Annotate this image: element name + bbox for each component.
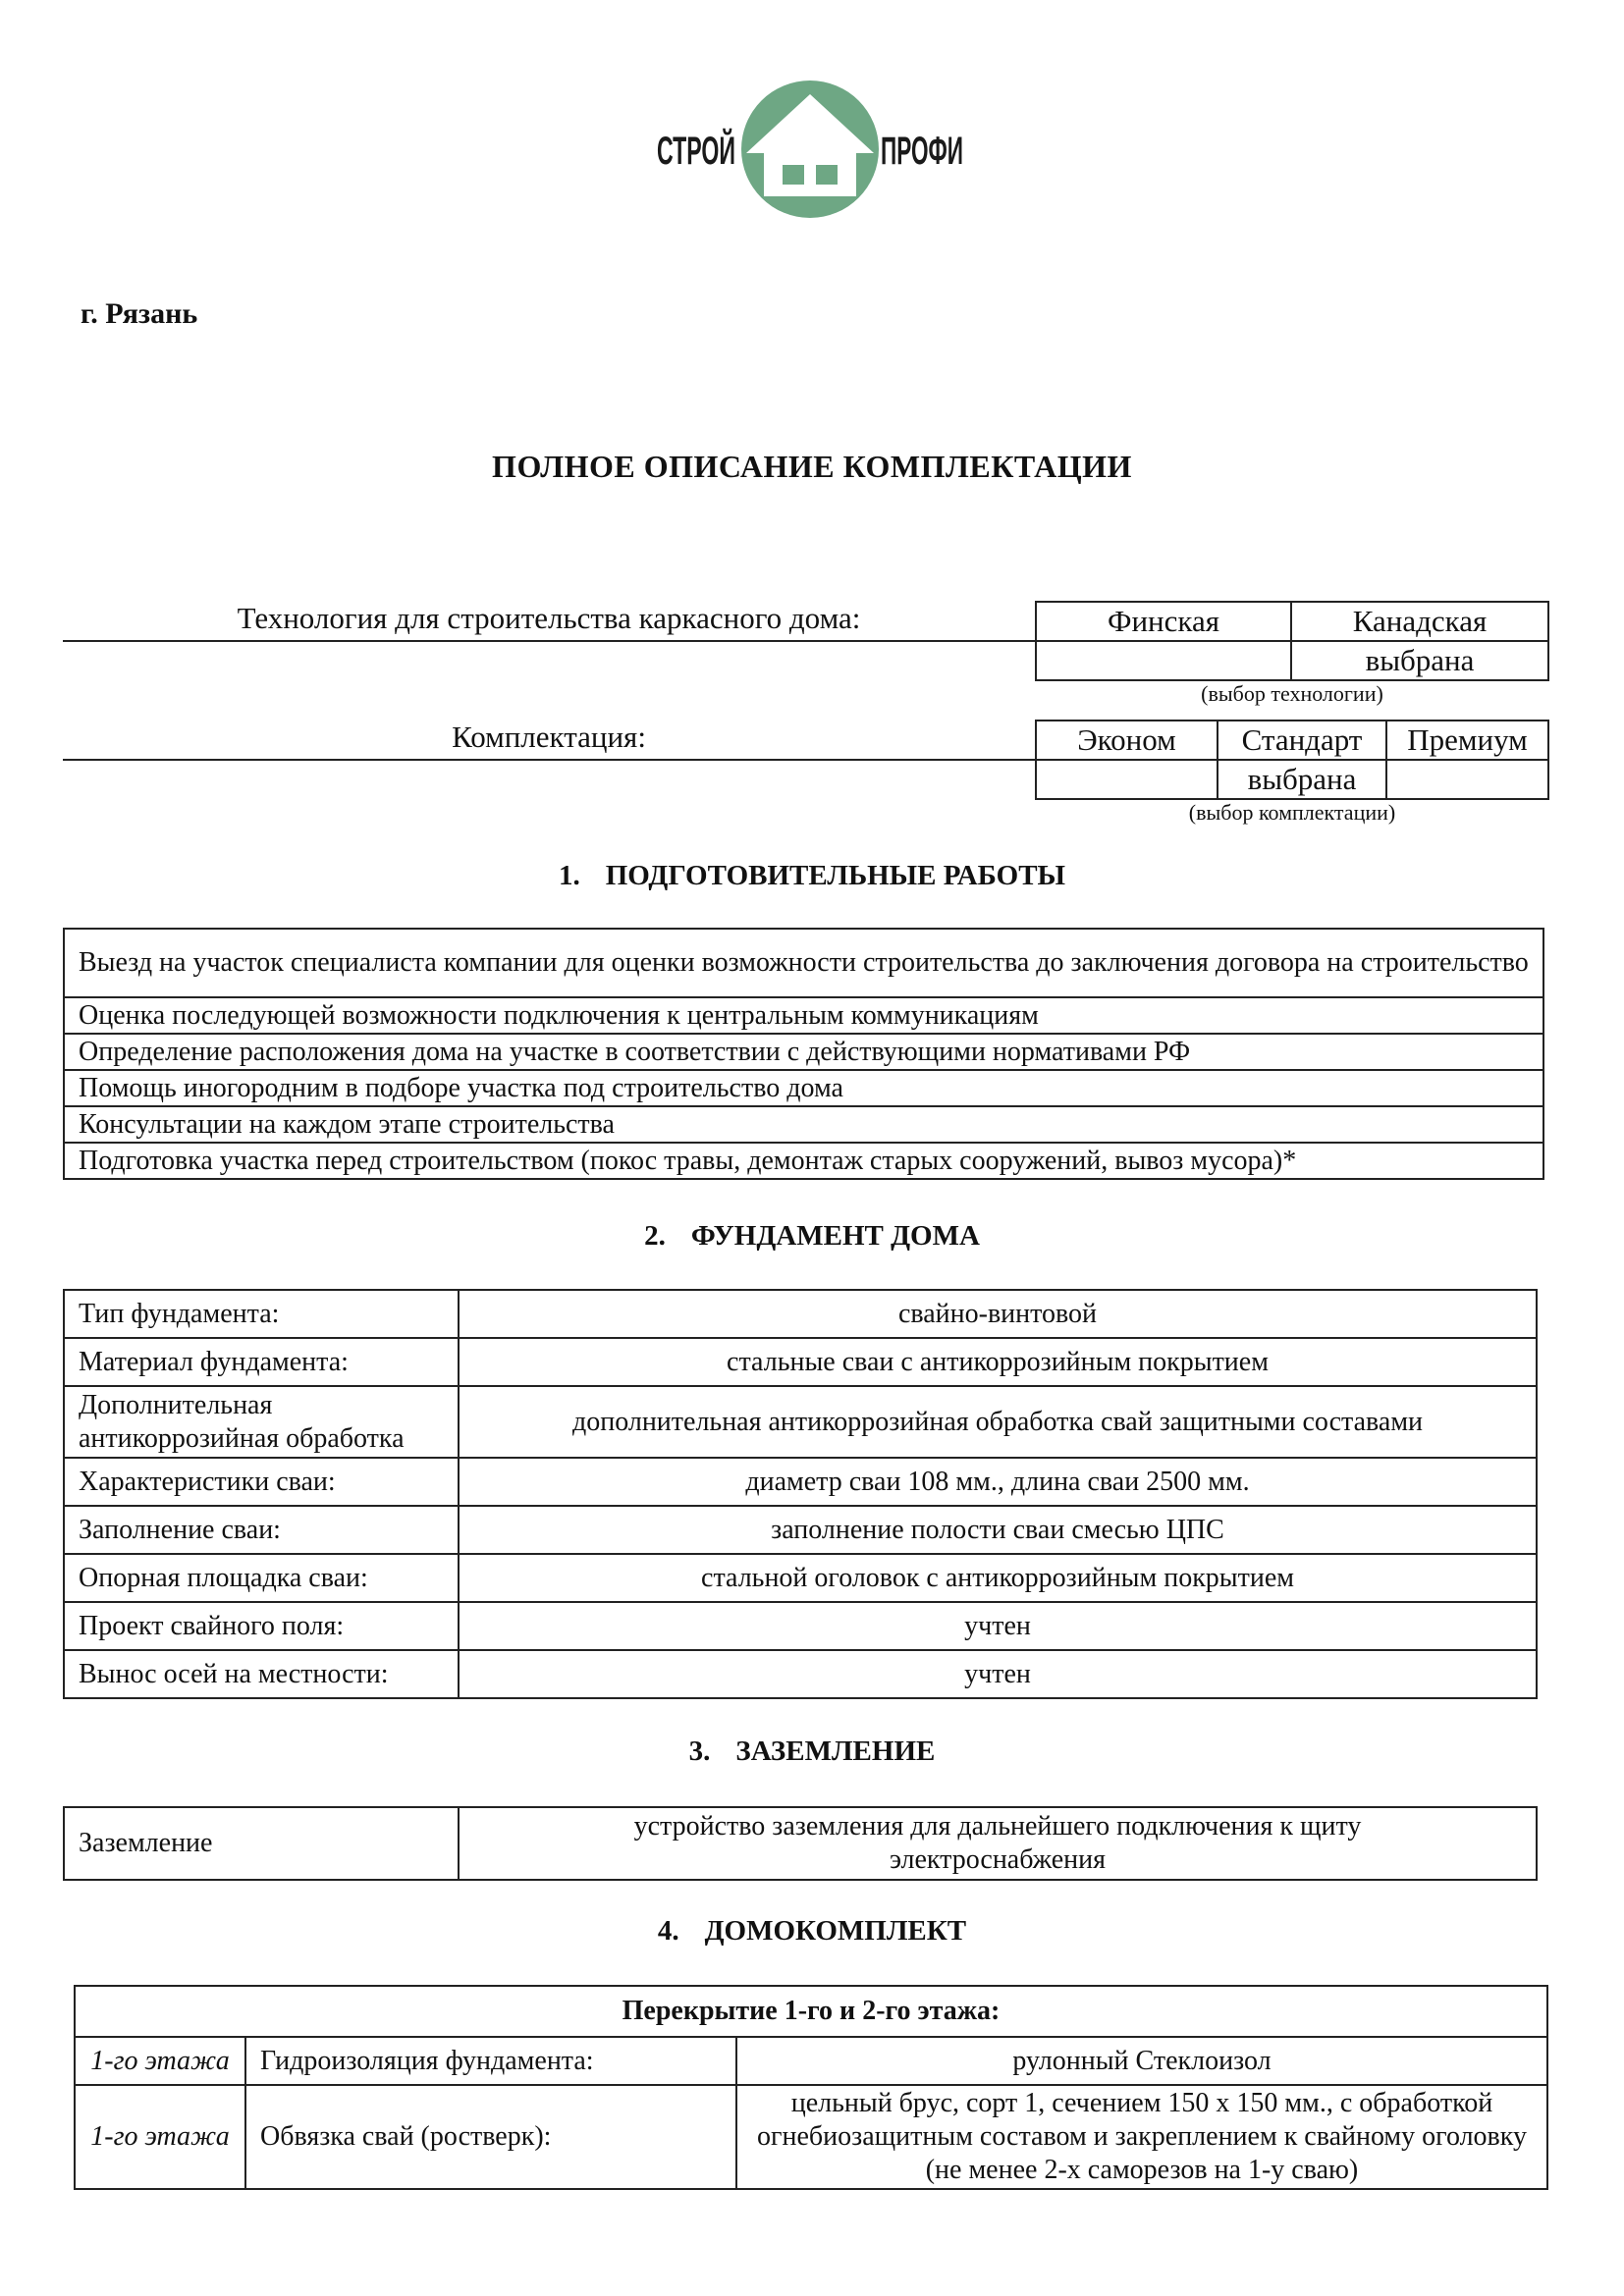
house-kit-table (74, 1985, 1548, 2190)
table-row: Консультации на каждом этапе строительства (64, 1106, 1543, 1143)
section-4-heading (0, 1915, 1624, 1948)
table-cell-label: Заземление (64, 1807, 459, 1880)
technology-option-finnish[interactable]: Финская (1036, 602, 1291, 641)
table-subheader: Перекрытие 1-го и 2-го этажа: (75, 1986, 1547, 2037)
table-cell-value: заполнение полости сваи смесью ЦПС (459, 1506, 1537, 1554)
technology-option-canadian[interactable]: Канадская (1291, 602, 1548, 641)
table-cell-label: Материал фундамента: (64, 1338, 459, 1386)
table-row: Определение расположения дома на участке в соответствии с действующими нормативами РФ (64, 1034, 1543, 1070)
section-number: 2. (644, 1220, 666, 1252)
table-cell-label: Проект свайного поля: (64, 1602, 459, 1650)
table-row: Выезд на участок специалиста компании для оценки возможности строительства до заключения договора на строительство (64, 929, 1543, 997)
section-number: 4. (657, 1915, 679, 1947)
table-cell-floor: 1-го этажа (75, 2037, 245, 2085)
table-cell-label: Гидроизоляция фундамента: (245, 2037, 736, 2085)
table-cell-label: Вынос осей на местности: (64, 1650, 459, 1698)
grounding-table (63, 1806, 1538, 1881)
technology-mark-finnish (1036, 641, 1291, 680)
house-logo-icon (653, 79, 967, 221)
table-row: Подготовка участка перед строительством (покос травы, демонтаж старых сооружений, вывоз мусора)* (64, 1143, 1543, 1179)
configuration-mark-standard: выбрана (1218, 760, 1386, 799)
table-cell-value: свайно-винтовой (459, 1290, 1537, 1338)
table-cell-label: Обвязка свай (ростверк): (245, 2085, 736, 2189)
table-cell-value: диаметр сваи 108 мм., длина сваи 2500 мм. (459, 1458, 1537, 1506)
section-number: 3. (688, 1735, 711, 1767)
configuration-option-standard[interactable]: Стандарт (1218, 721, 1386, 760)
table-cell-value: учтен (459, 1602, 1537, 1650)
technology-mark-canadian: выбрана (1291, 641, 1548, 680)
table-row: Оценка последующей возможности подключения к центральным коммуникациям (64, 997, 1543, 1034)
table-cell-value: цельный брус, сорт 1, сечением 150 х 150 мм., с обработкой огнебиозащитным составом и закреплением к свайному оголовку (не менее 2-х саморезов на 1-у сваю) (736, 2085, 1547, 2189)
configuration-option-econom[interactable]: Эконом (1036, 721, 1218, 760)
configuration-table (1035, 720, 1549, 800)
table-cell-floor: 1-го этажа (75, 2085, 245, 2189)
table-cell-value: стальные сваи с антикоррозийным покрытием (459, 1338, 1537, 1386)
preparatory-works-table (63, 928, 1544, 1180)
section-title: ДОМОКОМПЛЕКТ (704, 1915, 967, 1947)
table-cell-label: Дополнительная антикоррозийная обработка (64, 1386, 459, 1458)
table-cell-value: устройство заземления для дальнейшего подключения к щиту электроснабжения (459, 1807, 1537, 1880)
logo-left-text: СТРОЙ (657, 130, 793, 173)
table-row: Помощь иногородним в подборе участка под строительство дома (64, 1070, 1543, 1106)
technology-label: Технология для строительства каркасного дома: (237, 601, 861, 635)
table-cell-value: рулонный Стеклоизол (736, 2037, 1547, 2085)
section-title: ФУНДАМЕНТ ДОМА (690, 1220, 980, 1252)
section-title: ПОДГОТОВИТЕЛЬНЫЕ РАБОТЫ (605, 860, 1066, 891)
section-1-heading (0, 860, 1624, 892)
technology-table (1035, 601, 1549, 681)
configuration-label: Комплектация: (452, 720, 646, 754)
configuration-mark-premium (1386, 760, 1548, 799)
configuration-underline (63, 759, 1035, 761)
foundation-table (63, 1289, 1538, 1699)
configuration-mark-econom (1036, 760, 1218, 799)
table-cell-label: Опорная площадка сваи: (64, 1554, 459, 1602)
configuration-option-premium[interactable]: Премиум (1386, 721, 1548, 760)
company-logo (653, 79, 967, 221)
table-cell-label: Тип фундамента: (64, 1290, 459, 1338)
logo-right-text: ПРОФИ (881, 130, 963, 173)
technology-note: (выбор технологии) (1201, 681, 1383, 706)
table-cell-value: стальной оголовок с антикоррозийным покрытием (459, 1554, 1537, 1602)
table-cell-value: дополнительная антикоррозийная обработка свай защитными составами (459, 1386, 1537, 1458)
section-3-heading (0, 1735, 1624, 1768)
section-number: 1. (558, 860, 580, 891)
city-name: г. Рязань (81, 297, 198, 330)
section-2-heading (0, 1220, 1624, 1253)
page-title: ПОЛНОЕ ОПИСАНИЕ КОМПЛЕКТАЦИИ (492, 449, 1132, 484)
table-cell-value: учтен (459, 1650, 1537, 1698)
technology-underline (63, 640, 1035, 642)
configuration-note: (выбор комплектации) (1188, 800, 1396, 825)
table-cell-label: Характеристики сваи: (64, 1458, 459, 1506)
section-title: ЗАЗЕМЛЕНИЕ (735, 1735, 936, 1767)
table-cell-label: Заполнение сваи: (64, 1506, 459, 1554)
